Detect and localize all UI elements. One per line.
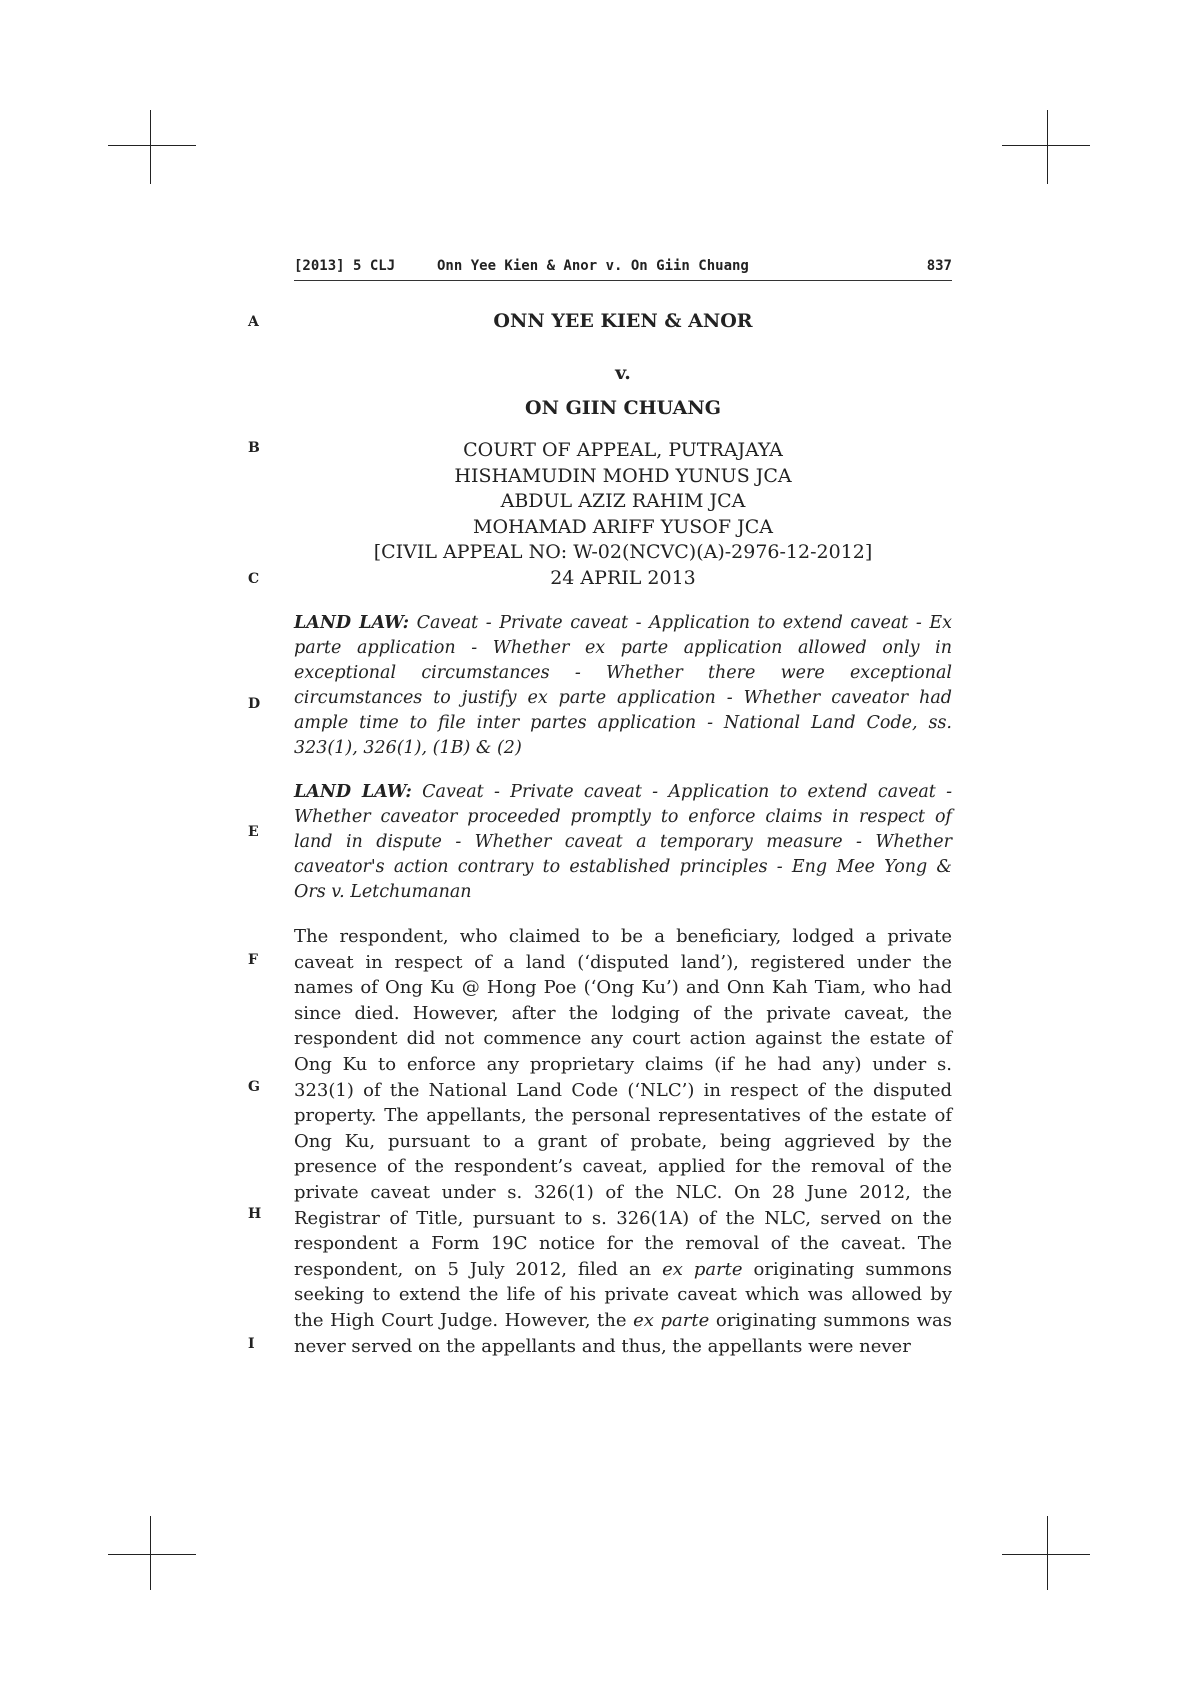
catchword-1-text: Caveat - Private caveat - Application to extend caveat - Ex parte application - Whether ex parte application allowed only in exceptional circumstances - Whether there were exceptional circumstances to justify ex parte application - Whether caveator had ample time to file inter partes application - National Land Code, ss. 323(1), 326(1), (1B) & (2) — [294, 613, 952, 758]
versus: v. — [615, 362, 631, 384]
crop-mark-bottom-right-h — [1002, 1554, 1090, 1555]
margin-letter-a: A — [248, 314, 259, 330]
catchword-2-text: Caveat - Private caveat - Application to extend caveat - Whether caveator proceeded promptly to enforce claims in respect of land in dispute - Whether caveat a temporary measure - Whether caveator's action contrary to established principles - Eng Mee Yong & Ors v. Letchumanan — [294, 782, 952, 902]
appeal-number: [CIVIL APPEAL NO: W-02(NCVC)(A)-2976-12-2012] — [373, 541, 873, 563]
catchword-2-heading: LAND LAW: — [294, 782, 412, 802]
margin-letter-d: D — [248, 696, 261, 712]
running-header — [294, 258, 952, 281]
margin-letter-b: B — [248, 440, 260, 456]
judgment-date: 24 APRIL 2013 — [550, 566, 696, 589]
header-page-number: 837 — [926, 258, 952, 274]
crop-mark-top-left-v — [150, 110, 151, 184]
respondent-name: ON GIIN CHUANG — [525, 397, 721, 419]
crop-mark-bottom-left-h — [108, 1554, 196, 1555]
margin-letter-i: I — [248, 1336, 255, 1352]
paragraph-text-3: originating summons was never served on the appellants and thus, the appellants were never — [294, 1309, 952, 1357]
judge-2: ABDUL AZIZ RAHIM JCA — [500, 490, 746, 512]
crop-mark-top-left-h — [108, 145, 196, 146]
paragraph-text-1: The respondent, who claimed to be a beneficiary, lodged a private caveat in respect of a land (‘disputed land’), registered under the names of Ong Ku @ Hong Poe (‘Ong Ku’) and Onn Kah Tiam, who had since died. However, after the lodging of the private caveat, the respondent did not commence any court action against the estate of Ong Ku to enforce any proprietary claims (if he had any) under s. 323(1) of the National Land Code (‘NLC’) in respect of the disputed property. The appellants, the personal representatives of the estate of Ong Ku, pursuant to a grant of probate, being aggrieved by the presence of the respondent’s caveat, applied for the removal of the private caveat under s. 326(1) of the NLC. On 28 June 2012, the Registrar of Title, pursuant to s. 326(1A) of the NLC, served on the respondent a Form 19C notice for the removal of the caveat. The respondent, on 5 July 2012, filed an — [294, 926, 952, 1280]
ex-parte-term-2: ex parte — [633, 1309, 710, 1331]
header-citation: [2013] 5 CLJ — [294, 258, 396, 274]
catchword-1 — [294, 611, 952, 761]
headnote-paragraph — [294, 924, 952, 1359]
paragraph-text-2: originating summons seeking to extend the life of his private caveat which was allowed by the High Court Judge. However, the — [294, 1258, 952, 1331]
crop-mark-bottom-left-v — [150, 1516, 151, 1590]
catchword-1-heading: LAND LAW: — [294, 613, 410, 633]
margin-letter-e: E — [248, 824, 259, 840]
crop-mark-bottom-right-v — [1047, 1516, 1048, 1590]
margin-letter-f: F — [248, 952, 258, 968]
ex-parte-term-1: ex parte — [662, 1258, 743, 1280]
judge-3: MOHAMAD ARIFF YUSOF JCA — [473, 515, 773, 538]
margin-letter-g: G — [248, 1079, 260, 1095]
judge-1: HISHAMUDIN MOHD YUNUS JCA — [454, 464, 792, 487]
header-case-title: Onn Yee Kien & Anor v. On Giin Chuang — [437, 258, 749, 274]
crop-mark-top-right-h — [1002, 145, 1090, 146]
appellants-name: ONN YEE KIEN & ANOR — [493, 310, 753, 332]
catchword-2 — [294, 780, 952, 905]
margin-letter-h: H — [248, 1206, 262, 1222]
margin-letter-c: C — [248, 571, 260, 587]
crop-mark-top-right-v — [1047, 110, 1048, 184]
court-block — [294, 438, 952, 591]
court-name: COURT OF APPEAL, PUTRAJAYA — [463, 439, 783, 461]
